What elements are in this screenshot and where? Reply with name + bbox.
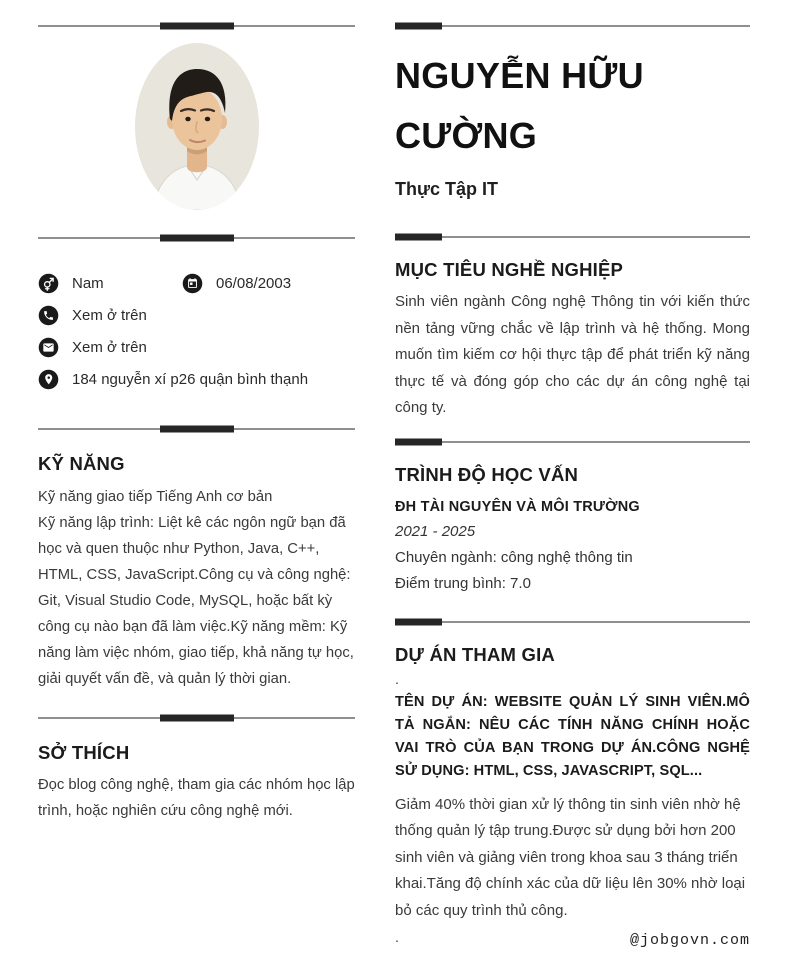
watermark: @jobgovn.com <box>629 932 750 949</box>
projects-dot-bottom: . <box>395 929 399 945</box>
calendar-icon <box>182 273 203 294</box>
phone-icon <box>38 305 59 326</box>
section-objective <box>395 259 750 422</box>
gender-field <box>38 273 182 294</box>
hobbies-title: SỞ THÍCH <box>38 742 130 763</box>
skills-body: Kỹ năng lập trình: Liệt kê các ngôn ngữ bạn đã học và quen thuộc như Python, Java, C++, HTML, CSS, JavaScript.Công cụ và công nghệ: Git, Visual Studio Code, MySQL, hoặc bất kỳ công cụ nào bạn đã làm việc.Kỹ năng mềm: Kỹ năng làm việc nhóm, giao tiếp, khả năng tự học, giải quyết vấn đề, và quản lý thời gian. <box>38 515 354 687</box>
right-column <box>395 0 750 944</box>
portrait-illustration <box>135 43 259 210</box>
education-title: TRÌNH ĐỘ HỌC VẤN <box>395 463 579 485</box>
section-projects <box>395 644 750 945</box>
skills-title: KỸ NĂNG <box>38 453 125 474</box>
divider <box>395 236 750 238</box>
contact-row <box>38 369 355 390</box>
section-skills <box>38 453 355 692</box>
contact-row <box>38 337 355 358</box>
mail-icon <box>38 337 59 358</box>
divider <box>395 441 750 443</box>
projects-heading: TÊN DỰ ÁN: WEBSITE QUẢN LÝ SINH VIÊN.MÔ TẢ NGẮN: NÊU CÁC TÍNH NĂNG CHÍNH HOẶC VAI TRÒ CỦA BẠN TRONG DỰ ÁN.CÔNG NGHỆ SỬ DỤNG: HTML, CSS, JAVASCRIPT, SQL... <box>395 693 750 779</box>
email-value: Xem ở trên <box>72 339 147 356</box>
gender-icon <box>38 273 59 294</box>
education-years: 2021 - 2025 <box>395 522 476 540</box>
divider <box>38 428 355 430</box>
contact-row <box>38 305 355 326</box>
phone-value: Xem ở trên <box>72 307 147 324</box>
contact-row <box>38 273 355 294</box>
objective-title: MỤC TIÊU NGHỀ NGHIỆP <box>395 259 624 280</box>
birthday-field <box>182 273 291 294</box>
projects-dot-top: . <box>395 670 399 687</box>
contact-info <box>38 273 355 390</box>
candidate-name: NGUYỄN HỮU CƯỜNG <box>395 55 644 156</box>
gender-value: Nam <box>72 275 104 292</box>
address-value: 184 nguyễn xí p26 quận bình thạnh <box>72 371 309 388</box>
objective-body: Sinh viên ngành Công nghệ Thông tin với kiến thức nền tảng vững chắc về lập trình và hệ thống. Mong muốn tìm kiếm cơ hội thực tập để phát triển kỹ năng thực tế và đóng góp cho các dự án công nghệ tại công ty. <box>395 293 750 416</box>
divider <box>395 621 750 623</box>
divider <box>38 25 355 27</box>
birthday-value: 06/08/2003 <box>216 275 292 292</box>
hobbies-body: Đọc blog công nghệ, tham gia các nhóm học lập trình, hoặc nghiên cứu công nghệ mới. <box>38 777 355 819</box>
education-school: ĐH TÀI NGUYÊN VÀ MÔI TRƯỜNG <box>395 498 640 515</box>
profile-photo <box>135 43 259 210</box>
divider <box>38 717 355 719</box>
projects-body: Giảm 40% thời gian xử lý thông tin sinh viên nhờ hệ thống quản lý tập trung.Được sử dụng bởi hơn 200 sinh viên và giảng viên trong khoa sau 3 tháng triển khai.Tăng độ chính xác của dữ liệu lên 30% nhờ loại bỏ các quy trình thủ công. <box>395 795 746 919</box>
skills-line1: Kỹ năng giao tiếp Tiếng Anh cơ bản <box>38 489 273 505</box>
divider <box>38 237 355 239</box>
section-hobbies <box>38 742 355 824</box>
education-major: Chuyên ngành: công nghệ thông tin <box>395 548 633 566</box>
section-education <box>395 464 750 592</box>
left-column <box>38 0 355 824</box>
divider <box>395 25 750 27</box>
education-gpa: Điểm trung bình: 7.0 <box>395 574 531 592</box>
projects-title: DỰ ÁN THAM GIA <box>395 643 555 665</box>
candidate-title: Thực Tập IT <box>395 179 499 199</box>
location-icon <box>38 369 59 390</box>
